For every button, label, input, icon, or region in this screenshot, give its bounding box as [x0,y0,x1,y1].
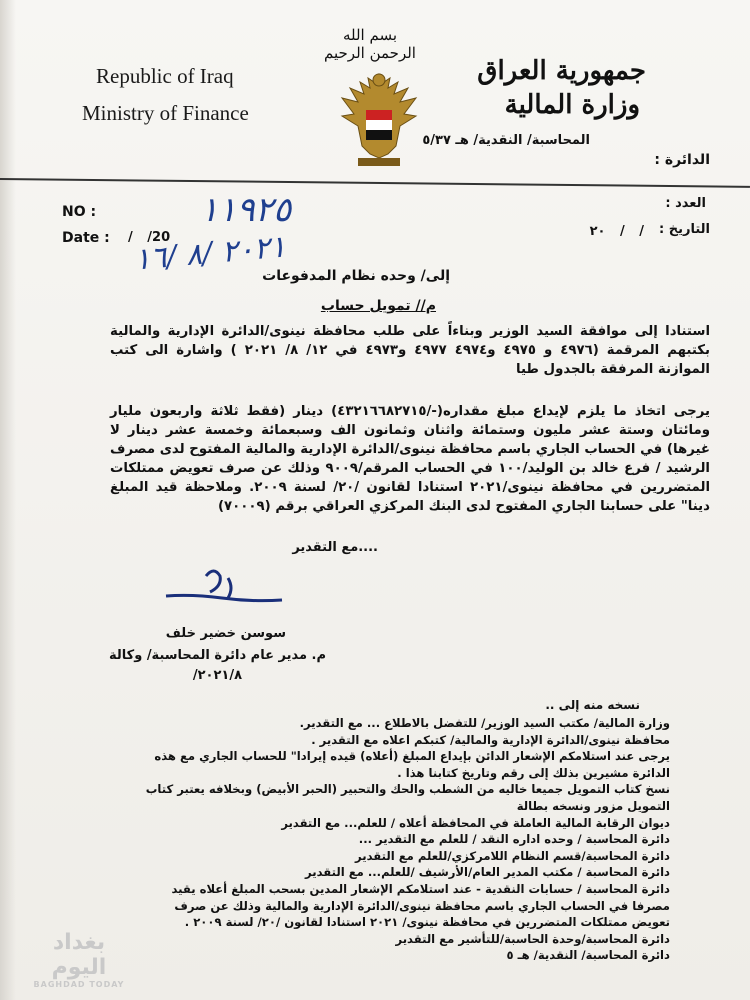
department-label: الدائرة : [654,152,710,168]
department-reference: المحاسبة/ النقدية/ هـ ٥/٣٧ [422,133,590,148]
watermark-sub: BAGHDAD TODAY [33,980,125,989]
signatory-name: سوسن خضير خلف [165,626,286,641]
page-shadow [0,0,16,1000]
cc-item: وزارة المالية/ مكتب السيد الوزير/ للتفضل بالاطلاع ... مع التقدير. [299,716,670,730]
cc-heading: نسخه منه إلى .. [545,698,640,712]
handwritten-date: ٢٠٢١ /٨ /١٦ [132,229,288,278]
signatory-title: م. مدير عام دائرة المحاسبة/ وكالة [109,648,326,663]
basmala: بسم الله الرحمن الرحيم [324,26,416,62]
cc-item: دائرة المحاسبة / حسابات النقدية - عند استلامكم الإشعار المدين بسحب المبلغ أعلاه يقيد مصرفا في الحساب الجاري باسم محافظة نينوى/الدائرة الإدارية والمالية وذلك عن صرف تعويض ممتلكات المتضررين في محافظة نينوى/ ٢٠٢١ استنادا لقانون /٢٠/ لسنة ٢٠٠٩ . [171,881,670,930]
handwritten-number: ١١٩٢٥ [200,190,292,230]
ar-date-label: التاريخ : [659,222,710,237]
cc-item: محافظة نينوى/الدائرة الإدارية والمالية/ كتبكم اعلاه مع التقدير . [311,732,670,747]
header-en-ministry: Ministry of Finance [82,101,249,125]
header-divider [0,178,750,188]
cc-item: دائرة المحاسبة/وحدة الحاسبة/للتأشير مع التقدير [395,931,670,946]
header-ar-republic: جمهورية العراق [477,56,646,86]
watermark-brand: بغداد اليوم [51,930,107,980]
signature-scribble [162,564,302,608]
header-en-republic: Republic of Iraq [96,64,234,88]
date-label: Date : [62,230,110,246]
body-paragraph-2: يرجى اتخاذ ما يلزم لإيداع مبلغ مقداره(-/٤٣٢١٦٦٨٢٧١٥) دينار (فقط ثلاثة واربعون مليار ومائتان وستة عشر مليون وستمائة واثنان وثمانون الف وسبعمائة وخمسة عشر دينار لا غيرها) في الحساب الجاري باسم محافظة نينوى/الدائرة الإدارية والمالية المفتوح لدى مصرف الرشيد / فرع خالد بن الوليد/١٠٠ في الحساب المرقم/٩٠٠٩ وذلك عن صرف تعويض ممتلكات المتضررين في محافظة نينوى/٢٠٢١ استنادا لقانون /٢٠/ لسنة ٢٠٠٩. وملاحظة قيد المبلغ دينا" على حسابنا الجاري المفتوح لدى البنك المركزي العراقي برقم (٧٠٠٠٩) [110,404,711,514]
cc-list [140,715,670,964]
cc-item: دائرة المحاسبة/ النقدية/ هـ ٥ [506,948,670,963]
cc-item: دائرة المحاسبة / وحده اداره النقد / للعلم مع التقدير ... [358,832,670,847]
signature-date: ٢٠٢١/٨/ [192,668,242,683]
subject: م// تمويل حساب [320,298,436,314]
header-ar-ministry: وزارة المالية [504,90,640,120]
ar-date-template: / / ٢٠ [589,224,644,239]
cc-item: يرجى عند استلامكم الإشعار الدائن بإيداع المبلغ (أعلاه) قيده إيرادا" للحساب الجاري مع هذه الدائرة مشيرين بذلك إلى رقم وتاريخ كتابنا هذا . [154,749,670,780]
cc-item: نسخ كتاب التمويل جميعا خاليه من الشطب والحك والتحبير (الحبر الأبيض) وبخلافه يعتبر كتاب التمويل مزور ونسخه بطالة [145,782,670,813]
date-template: / /20 [128,230,171,245]
cc-item: دائرة المحاسبة / مكتب المدير العام/الأرشيف /للعلم... مع التقدير [305,865,670,880]
cc-item: دائرة المحاسبة/قسم النظام اللامركزي/للعلم مع التقدير [355,848,670,863]
no-label: NO : [62,204,97,220]
ar-number-label: العدد : [665,196,706,211]
iraq-eagle-emblem [336,68,422,176]
watermark [24,930,134,989]
body-paragraph-1: استنادا إلى موافقة السيد الوزير وبناءاً على طلب محافظة نينوى/الدائرة الإدارية والمالية بكتبهم المرقمة (٤٩٧٦ و ٤٩٧٥ و٤٩٧٤ ٤٩٧٧ و٤٩٧٣ في ١٢/ ٨/ ٢٠٢١ ) واشارة الى كتب الموازنة المرفقة بالجدول طيا [110,324,710,377]
closing-text: ....مع التقدير [292,540,378,555]
addressee: إلى/ وحده نظام المدفوعات [262,268,450,284]
cc-item: ديوان الرقابة المالية العاملة في المحافظة أعلاه / للعلم... مع التقدير [281,815,670,830]
